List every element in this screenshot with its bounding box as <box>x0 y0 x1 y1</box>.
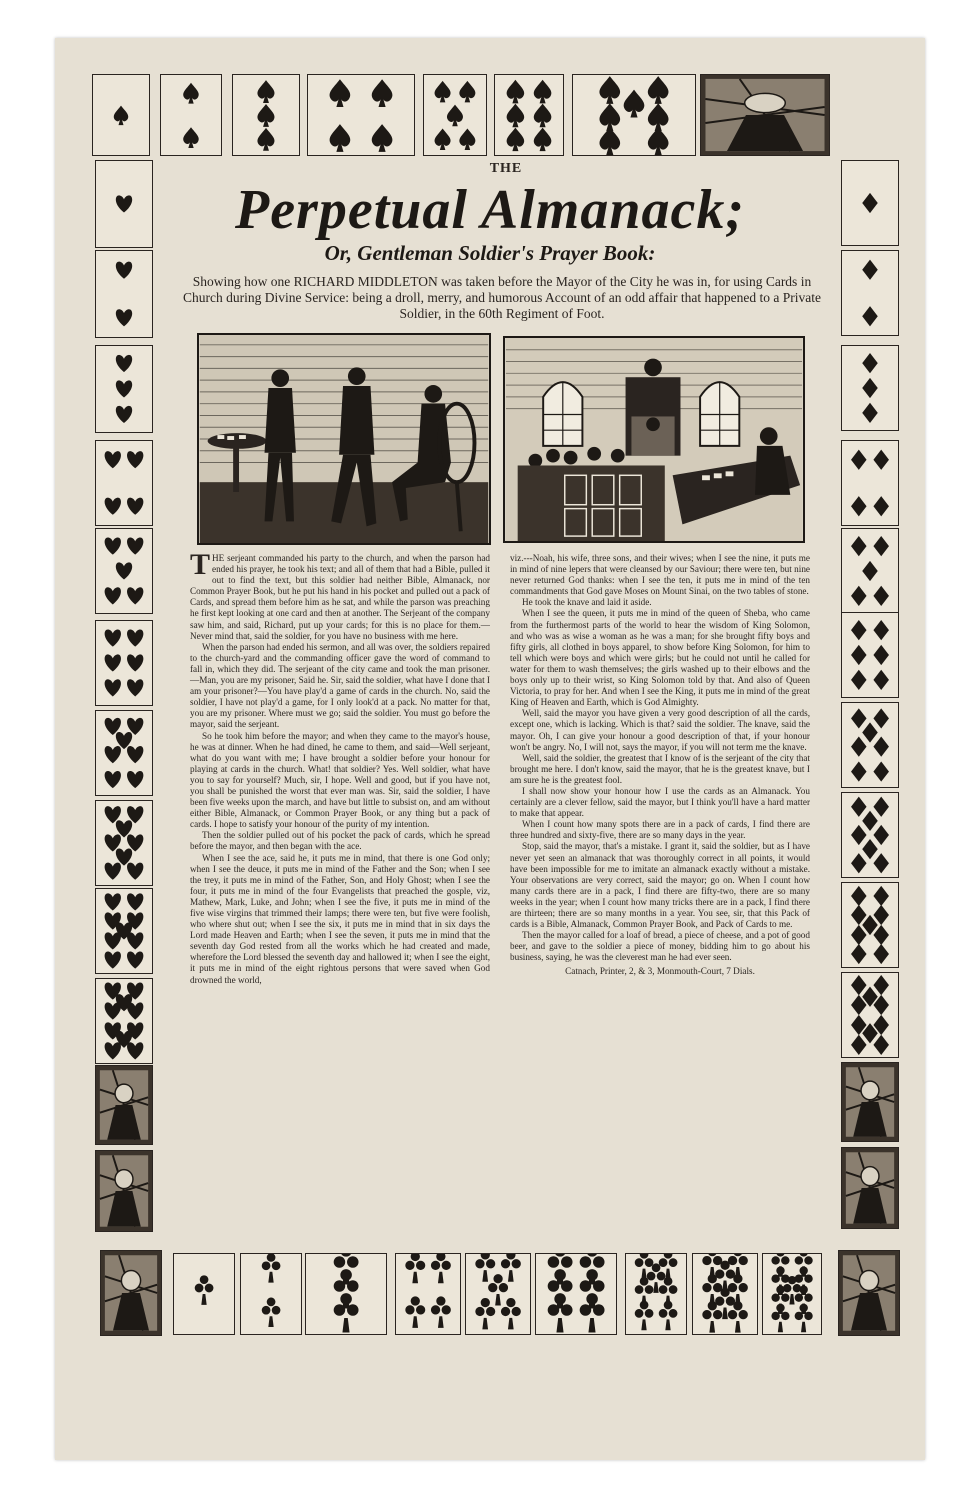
right-card-1-of-diamonds <box>841 160 899 246</box>
bottom-card-3-of-clubs <box>305 1253 387 1335</box>
club-pip-icon <box>580 1293 605 1332</box>
printer-imprint: Catnach, Printer, 2, & 3, Monmouth-Court, 7 Dials. <box>565 966 755 977</box>
woodcut-right <box>503 336 805 543</box>
bottom-card-8-of-clubs <box>692 1253 758 1335</box>
spade-pip-icon <box>648 76 669 104</box>
heart-pip-icon <box>105 951 121 968</box>
heart-pip-icon <box>105 893 121 910</box>
club-pip-icon <box>795 1304 813 1333</box>
diamond-pip-icon <box>873 586 889 606</box>
spade-pip-icon <box>435 128 451 150</box>
spade-pip-icon <box>648 103 669 131</box>
club-pip-icon <box>635 1301 654 1330</box>
top-card-7-of-spades <box>572 74 696 156</box>
right-card-2-of-diamonds <box>841 250 899 336</box>
diamond-pip-icon <box>851 620 867 640</box>
diamond-pip-icon <box>862 353 878 373</box>
top-card-4-of-spades <box>307 74 415 156</box>
heart-pip-icon <box>127 771 143 788</box>
ace-of-diamonds-ornate-card <box>838 1250 900 1336</box>
diamond-pip-icon <box>851 975 867 995</box>
diamond-pip-icon <box>873 450 889 470</box>
right-card-6-of-diamonds <box>841 612 899 698</box>
left-card-5-of-hearts <box>95 528 153 614</box>
paragraph: viz.---Noah, his wife, three sons, and their wives; when I see the nine, it puts me in mind of nine lepers that were cleansed by our Saviour; there were ten, but nine never returned God thanks: when I see the ten, it puts me in mind of the ten commandments that God gave Moses on Mount Sinai, on the two tables of stone. <box>510 553 810 597</box>
heart-pip-icon <box>105 746 121 763</box>
spade-pip-icon <box>435 81 451 103</box>
spade-pip-icon <box>507 104 525 128</box>
heart-pip-icon <box>105 1002 121 1019</box>
spade-pip-icon <box>507 128 525 152</box>
heart-pip-icon <box>105 629 121 646</box>
club-pip-icon <box>431 1254 451 1283</box>
diamond-pip-icon <box>873 925 889 945</box>
club-pip-icon <box>702 1301 722 1332</box>
bottom-card-7-of-clubs <box>625 1253 687 1335</box>
club-pip-icon <box>262 1254 281 1283</box>
spade-pip-icon <box>534 80 552 104</box>
spade-pip-icon <box>599 127 620 155</box>
court-figure-icon <box>701 75 829 155</box>
heart-pip-icon <box>127 451 143 468</box>
club-pip-icon <box>501 1298 521 1329</box>
church-service-illustration <box>505 338 803 541</box>
diamond-pip-icon <box>862 378 878 398</box>
club-pip-icon <box>334 1293 359 1332</box>
spade-pip-icon <box>372 79 393 107</box>
heart-pip-icon <box>127 951 143 968</box>
diamond-pip-icon <box>862 561 878 581</box>
diamond-pip-icon <box>851 708 867 728</box>
paragraph: So he took him before the mayor; and when they came to the mayor's house, he was at dinner. When he had dined, he came to them, and said—Well serjeant, what do you want with me; I have brought a soldier before your honour for playing at cards in the church. What! that soldier? Yes. Well soldier, what have you to say for yourself? Much, sir, I hope. Well and good, but if you have not, you shall be punished the worst that ever man was. Sir, said the soldier, I have been five weeks upon the march, and have but little to subsist on, and am without either Bible, Almanack, or Common Prayer Book, or any thing but a pack of cards. I hope to satisfy your honour of the purity of my intention. <box>190 730 490 830</box>
club-pip-icon <box>475 1298 495 1329</box>
club-pip-icon <box>475 1254 495 1282</box>
king-of-hearts-card <box>95 1150 153 1232</box>
left-card-1-of-hearts <box>95 160 153 248</box>
spade-pip-icon <box>372 124 393 152</box>
court-figure-icon <box>96 1066 152 1144</box>
diamond-pip-icon <box>873 496 889 516</box>
spade-pip-icon <box>534 104 552 128</box>
heart-pip-icon <box>127 537 143 554</box>
title-the: THE <box>489 161 523 176</box>
paragraph: When the parson had ended his sermon, and all was over, the soldiers repaired to the church-yard and the commanding officer gave the word of command to fall in, which they did. The serjeant of the city came and took the man prisoner.—Man, you are my prisoner, Said he. Sir, said the soldier, what have I done that I am your prisoner?—You have play'd a game of cards in the church. No, said the soldier, I have not play'd a game, for I only look'd at a pack. No matter for that, you are my prisoner. Where must we go; said the soldier. You must go before the mayor, said the serjeant. <box>190 641 490 730</box>
club-pip-icon <box>405 1254 425 1283</box>
spade-pip-icon <box>648 127 669 155</box>
heart-pip-icon <box>127 746 143 763</box>
diamond-pip-icon <box>851 886 867 906</box>
text-column-left <box>190 548 490 986</box>
left-card-4-of-hearts <box>95 440 153 526</box>
heart-pip-icon <box>105 863 121 880</box>
paragraph <box>190 548 490 642</box>
court-figure-icon <box>839 1251 899 1335</box>
spade-pip-icon <box>183 127 198 148</box>
bottom-card-9-of-clubs <box>762 1253 822 1335</box>
page-subtitle: Or, Gentleman Soldier's Prayer Book: <box>324 241 656 265</box>
heart-pip-icon <box>127 863 143 880</box>
left-card-9-of-hearts <box>95 888 153 974</box>
diamond-pip-icon <box>873 853 889 873</box>
diamond-pip-icon <box>851 737 867 757</box>
spade-pip-icon <box>507 80 525 104</box>
diamond-pip-icon <box>851 670 867 690</box>
diamond-pip-icon <box>862 811 878 831</box>
spade-pip-icon <box>534 128 552 152</box>
heart-pip-icon <box>127 932 143 949</box>
heart-pip-icon <box>105 537 121 554</box>
heart-pip-icon <box>105 498 121 515</box>
top-card-3-of-spades <box>232 74 300 156</box>
heart-pip-icon <box>127 1042 143 1059</box>
heart-pip-icon <box>116 406 132 423</box>
spade-pip-icon <box>257 104 274 127</box>
paragraph: When I see the queen, it puts me in mind of the queen of Sheba, who came from the furthermost parts of the world to hear the wisdom of King Solomon, and who was as wise a woman as he was a man; for she brought fifty boys and fifty girls, all clothed in boys apparel, to show before King Solomon, for him to tell which were boys and which were girls; but he could not until he called for water for them to wash themselves; the girls washed up to their elbows and the boys only up to their wrist, so King Solomon told by that. And also of Queen Victoria, to pray for her. And when I see the King, it puts me in mind of the great King of Heaven and Earth, which is God Almighty. <box>510 608 810 708</box>
heart-pip-icon <box>116 262 132 279</box>
page-title: Perpetual Almanack; <box>234 179 745 241</box>
bottom-card-5-of-clubs <box>465 1253 531 1335</box>
paragraph: Then the soldier pulled out of his pocket the pack of cards, which he spread before the mayor, and then began with the ace. <box>190 830 490 852</box>
paragraph: Well, said the soldier, the greatest that I know of is the serjeant of the city that brought me here. I don't know, said the mayor, that he is the greatest knave, but I am sure he is the greatest fool. <box>510 752 810 785</box>
intro-paragraph: Showing how one RICHARD MIDDLETON was taken before the Mayor of the City he was in, for using Cards in Church during Divine Service: being a droll, merry, and humorous Account of an odd affair that happened to a Private Soldier, in the 60th Regiment of Foot. <box>182 274 822 321</box>
paragraph: Then the mayor called for a loaf of bread, a piece of cheese, and a pot of good beer, and gave to the soldier a piece of money, bidding him to go about his business, saying, he was the cleverest man he had ever seen. <box>510 930 810 963</box>
paragraph: I shall now show your honour how I use the cards as an Almanack. You certainly are a clever fellow, said the mayor, but I think you'll have a hard matter to make that appear. <box>510 785 810 819</box>
diamond-pip-icon <box>873 944 889 964</box>
heart-pip-icon <box>127 893 143 910</box>
paragraph: When I see the ace, said he, it puts me in mind, that there is one God only; when I see the deuce, it puts me in mind of the Father and the Son; when I see the trey, it puts me in mind of the Father, Son, and Holy Ghost; when I see the four, it puts me in mind of the four Evangelists that preached the gosple, viz, Mathew, Mark, Luke, and John; when I see the five, it puts me in mind of the five wise virgins that trimmed their lamps; there were ten, but five were foolish, who where shut out; when I see the six, it puts me in mind that in six days the Lord made Heaven and Earth; when I see the seven, it puts me in mind that the seventh day God rested from all the works which he had created and made, wherefore the Lord blessed the seventh day and hallowed it; when I see the eight, it puts me in mind of the eight rightous persons that were saved when God drowned the world, <box>190 852 490 985</box>
diamond-pip-icon <box>873 761 889 781</box>
heart-pip-icon <box>105 451 121 468</box>
heart-pip-icon <box>116 355 132 372</box>
heart-pip-icon <box>127 1002 143 1019</box>
diamond-pip-icon <box>851 536 867 556</box>
ace-of-clubs-ornate-card <box>100 1250 162 1336</box>
heart-pip-icon <box>105 771 121 788</box>
court-figure-icon <box>842 1148 898 1228</box>
diamond-pip-icon <box>851 944 867 964</box>
left-card-8-of-hearts <box>95 800 153 886</box>
heart-pip-icon <box>105 932 121 949</box>
diamond-pip-icon <box>873 825 889 845</box>
heart-pip-icon <box>116 380 132 397</box>
heart-pip-icon <box>105 1042 121 1059</box>
diamond-pip-icon <box>851 450 867 470</box>
diamond-pip-icon <box>851 496 867 516</box>
club-pip-icon <box>501 1254 521 1282</box>
top-card-1-of-spades <box>92 74 150 156</box>
heart-pip-icon <box>127 498 143 515</box>
left-card-10-of-hearts <box>95 978 153 1064</box>
heart-pip-icon <box>105 679 121 696</box>
diamond-pip-icon <box>873 645 889 665</box>
diamond-pip-icon <box>851 905 867 925</box>
top-card-2-of-spades <box>160 74 222 156</box>
paragraph: He took the knave and laid it aside. <box>522 597 652 608</box>
club-pip-icon <box>771 1304 789 1333</box>
spade-pip-icon <box>330 79 351 107</box>
diamond-pip-icon <box>862 306 878 326</box>
diamond-pip-icon <box>851 853 867 873</box>
diamond-pip-icon <box>873 670 889 690</box>
diamond-pip-icon <box>862 403 878 423</box>
heart-pip-icon <box>105 654 121 671</box>
court-figure-icon <box>101 1251 161 1335</box>
club-pip-icon <box>488 1274 508 1305</box>
text-column-right <box>510 553 810 978</box>
diamond-pip-icon <box>873 886 889 906</box>
right-card-9-of-diamonds <box>841 882 899 968</box>
spade-pip-icon <box>183 83 198 104</box>
soldier-before-mayor-illustration <box>199 335 489 543</box>
right-card-3-of-diamonds <box>841 345 899 431</box>
bottom-card-4-of-clubs <box>395 1253 461 1335</box>
top-card-6-of-spades <box>494 74 564 156</box>
right-card-5-of-diamonds <box>841 528 899 614</box>
diamond-pip-icon <box>873 1035 889 1055</box>
diamond-pip-icon <box>851 1035 867 1055</box>
spade-pip-icon <box>599 103 620 131</box>
heart-pip-icon <box>127 629 143 646</box>
left-card-6-of-hearts <box>95 620 153 706</box>
spade-pip-icon <box>447 105 463 127</box>
heart-pip-icon <box>127 587 143 604</box>
woodcut-left <box>197 333 491 545</box>
right-card-8-of-diamonds <box>841 792 899 878</box>
heart-pip-icon <box>127 654 143 671</box>
spade-pip-icon <box>599 76 620 104</box>
left-card-2-of-hearts <box>95 250 153 338</box>
queen-of-hearts-card <box>95 1065 153 1145</box>
heart-pip-icon <box>105 587 121 604</box>
club-pip-icon <box>548 1293 573 1332</box>
paragraph: Stop, said the mayor, that's a mistake. I grant it, said the soldier, but as I have never yet seen an almanack that was thoroughly correct in all points, it would have been impossible for me to imitate an almanack exactly without a mistake. Your observations are very correct, said the mayor; go on. When I count how many cards there are in a pack, I find there are fifty-two, there are so many weeks in the year; when I count how many tricks there are in a pack, I find there are thirteen; there are so many months in a year. You see, sir, that this Pack of cards is a Bible, Almanack, Common Prayer Book, and Pack of Cards to me. <box>510 841 810 930</box>
spade-pip-icon <box>114 106 128 125</box>
club-pip-icon <box>659 1301 678 1330</box>
drop-cap: T <box>190 548 211 581</box>
diamond-pip-icon <box>851 761 867 781</box>
right-card-7-of-diamonds <box>841 702 899 788</box>
diamond-pip-icon <box>851 586 867 606</box>
bottom-card-1-of-clubs <box>173 1253 235 1335</box>
court-figure-icon <box>842 1063 898 1141</box>
diamond-pip-icon <box>873 905 889 925</box>
club-pip-icon <box>405 1296 425 1327</box>
club-pip-icon <box>262 1298 281 1327</box>
heart-pip-icon <box>116 309 132 326</box>
court-figure-icon <box>96 1151 152 1231</box>
left-card-7-of-hearts <box>95 710 153 796</box>
bottom-card-2-of-clubs <box>240 1253 302 1335</box>
queen-of-diamonds-card <box>841 1062 899 1142</box>
paragraph: When I count how many spots there are in a pack of cards, I find there are three hundred and sixty-five, there are so many days in the year. <box>510 819 810 841</box>
diamond-pip-icon <box>873 975 889 995</box>
paragraph-text: HE serjeant commanded his party to the church, and when the parson had ended his prayer, he took his text; and all of them that had a Bible, pulled it out to find the text, but this soldier had neither Bible, Almanack, nor Common Prayer Book, but he put his hand in his pocket and pulled out a pack of Cards, and spread them before him as he sat, and while the parson was preaching he first kept looking at one card and then at another. The Serjeant of the company saw him, and said, Richard, put up your cards; for this is no place for them.—Never mind that, said the soldier, for you have no business with me here. <box>190 553 490 641</box>
spade-pip-icon <box>624 90 645 118</box>
diamond-pip-icon <box>851 645 867 665</box>
right-card-10-of-diamonds <box>841 972 899 1058</box>
left-card-3-of-hearts <box>95 345 153 433</box>
top-card-5-of-spades <box>423 74 487 156</box>
diamond-pip-icon <box>851 825 867 845</box>
heart-pip-icon <box>127 679 143 696</box>
bottom-card-6-of-clubs <box>535 1253 617 1335</box>
diamond-pip-icon <box>862 915 878 935</box>
club-pip-icon <box>728 1301 748 1332</box>
diamond-pip-icon <box>873 737 889 757</box>
diamond-pip-icon <box>851 797 867 817</box>
diamond-pip-icon <box>873 620 889 640</box>
heart-pip-icon <box>116 195 132 212</box>
spade-pip-icon <box>257 128 274 151</box>
diamond-pip-icon <box>873 797 889 817</box>
spade-pip-icon <box>330 124 351 152</box>
diamond-pip-icon <box>862 260 878 280</box>
diamond-pip-icon <box>862 839 878 859</box>
heart-pip-icon <box>116 562 132 579</box>
diamond-pip-icon <box>851 925 867 945</box>
spade-pip-icon <box>257 80 274 103</box>
right-card-4-of-diamonds <box>841 440 899 526</box>
diamond-pip-icon <box>862 193 878 213</box>
spade-pip-icon <box>459 128 475 150</box>
diamond-pip-icon <box>873 536 889 556</box>
club-pip-icon <box>195 1275 214 1304</box>
paragraph: Well, said the mayor you have given a very good description of all the cards, except one, which is lacking. Which is that? said the soldier. The knave, said the mayor. Oh, I can give your honour a good description of that, if your honour won't be angry. No, I will not, says the mayor, if you will not term me the knave. <box>510 708 810 752</box>
spade-pip-icon <box>459 81 475 103</box>
diamond-pip-icon <box>862 722 878 742</box>
king-of-diamonds-card <box>841 1147 899 1229</box>
knave-of-spades-card <box>700 74 830 156</box>
diamond-pip-icon <box>873 708 889 728</box>
club-pip-icon <box>431 1296 451 1327</box>
